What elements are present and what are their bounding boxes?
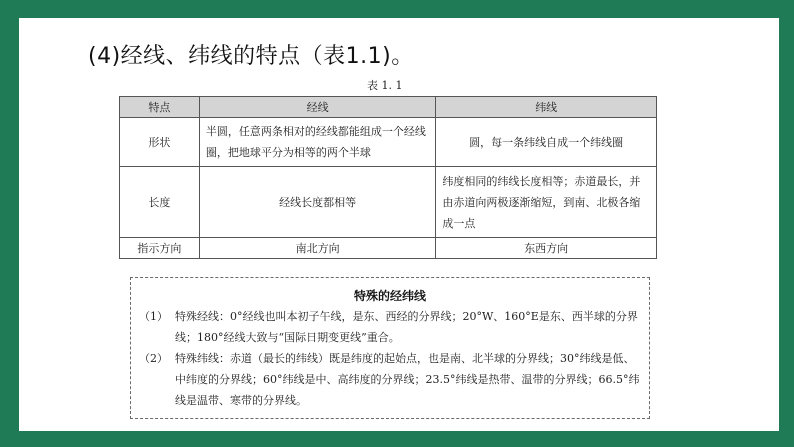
row-meridian: 半圆，任意两条相对的经线都能组成一个经线圈，把地球平分为相等的两个半球 (199, 118, 436, 167)
row-parallel: 纬度相同的纬线长度相等；赤道最长，并由赤道向两极逐渐缩短，到南、北极各缩成一点 (436, 167, 657, 238)
list-item (139, 306, 645, 348)
row-feature: 形状 (120, 118, 200, 167)
row-feature: 指示方向 (120, 238, 200, 259)
box-title: 特殊的经纬线 (353, 289, 426, 303)
features-table (119, 96, 657, 259)
row-feature: 长度 (120, 167, 200, 238)
table-row (120, 238, 657, 259)
table-row (120, 118, 657, 167)
row-parallel: 东西方向 (436, 238, 657, 259)
special-lines-box (130, 277, 650, 419)
row-parallel: 圆，每一条纬线自成一个纬线圈 (436, 118, 657, 167)
item-text: 特殊经线：0°经线也叫本初子午线，是东、西经的分界线；20°W、160°E是东、西半球的分界线；180°经线大致与“国际日期变更线”重合。 (175, 310, 638, 344)
box-body (139, 306, 645, 411)
row-meridian: 南北方向 (199, 238, 436, 259)
table-caption: 表 1. 1 (367, 79, 403, 92)
item-number: （1） (139, 310, 168, 323)
header-feature: 特点 (120, 97, 200, 118)
header-meridian: 经线 (199, 97, 436, 118)
table-header-row (120, 97, 657, 118)
list-item (139, 348, 645, 411)
item-number: （2） (139, 352, 168, 365)
slide (19, 18, 779, 431)
header-parallel: 纬线 (436, 97, 657, 118)
section-heading: (4)经线、纬线的特点（表1.1)。 (88, 44, 414, 69)
item-text: 特殊纬线：赤道（最长的纬线）既是纬度的起始点，也是南、北半球的分界线；30°纬线是低、中纬度的分界线；60°纬线是中、高纬度的分界线；23.5°纬线是热带、温带的分界线；66.5°纬线是温带、寒带的分界线。 (175, 352, 640, 407)
row-meridian: 经线长度都相等 (199, 167, 436, 238)
table-row (120, 167, 657, 238)
